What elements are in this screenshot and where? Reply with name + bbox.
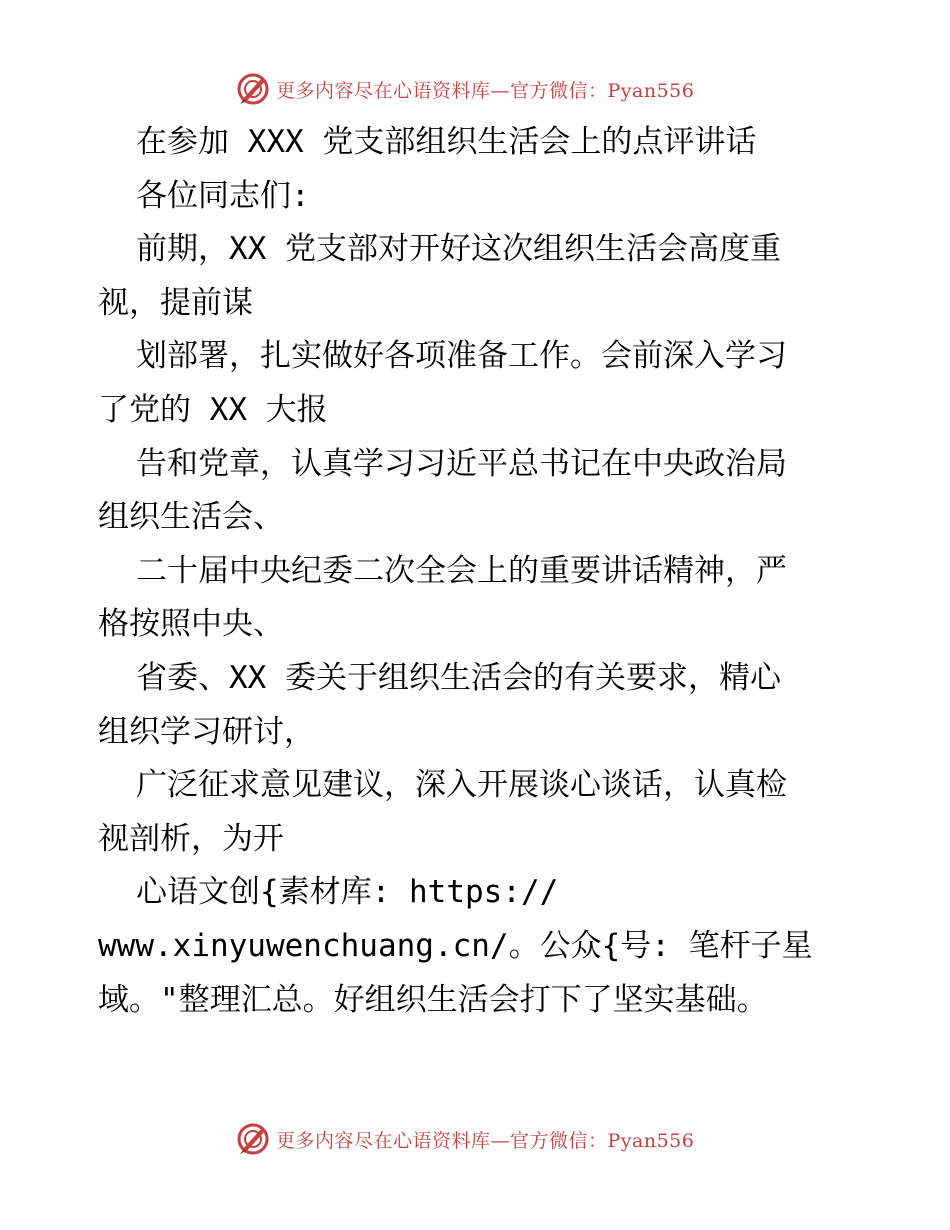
paragraph-line: 二十届中央纪委二次全会上的重要讲话精神，严 [136,552,787,589]
paragraph-line: 前期，XX 党支部对开好这次组织生活会高度重 [136,231,781,268]
paragraph-line: 格按照中央、 [98,606,284,643]
footer-watermark-text: 更多内容尽在心语资料库—官方微信：Pyan556 [276,1129,695,1152]
footer-watermark [236,1122,694,1156]
header-watermark-text: 更多内容尽在心语资料库—官方微信：Pyan556 [276,79,695,102]
paragraph-line: 组织学习研讨， [98,713,315,750]
paragraph-line: www.xinyuwenchuang.cn/。公众{号: 笔杆子星 [98,927,813,964]
header-watermark [236,72,694,106]
paragraph-line: 了党的 XX 大报 [98,391,328,428]
paragraph-line: 心语文创{素材库: https:// [136,874,559,911]
paragraph-line: 视剖析，为开 [98,820,284,857]
paragraph-line: 视，提前谋 [98,284,253,321]
paragraph-line: 告和党章，认真学习习近平总书记在中央政治局 [136,445,787,482]
document-body [98,116,868,1027]
brush-pen-logo-icon [236,1122,270,1156]
paragraph-line: 组织生活会、 [98,499,284,536]
paragraph-line: 划部署，扎实做好各项准备工作。会前深入学习 [136,338,787,375]
paragraph-line: 域。"整理汇总。好组织生活会打下了坚实基础。 [98,981,768,1018]
brush-pen-logo-icon [236,72,270,106]
paragraph-line: 广泛征求意见建议，深入开展谈心谈话，认真检 [136,767,787,804]
document-title: 在参加 XXX 党支部组织生活会上的点评讲话 [136,124,757,160]
paragraph-line: 省委、XX 委关于组织生活会的有关要求，精心 [136,659,781,696]
salutation: 各位同志们: [136,177,310,214]
